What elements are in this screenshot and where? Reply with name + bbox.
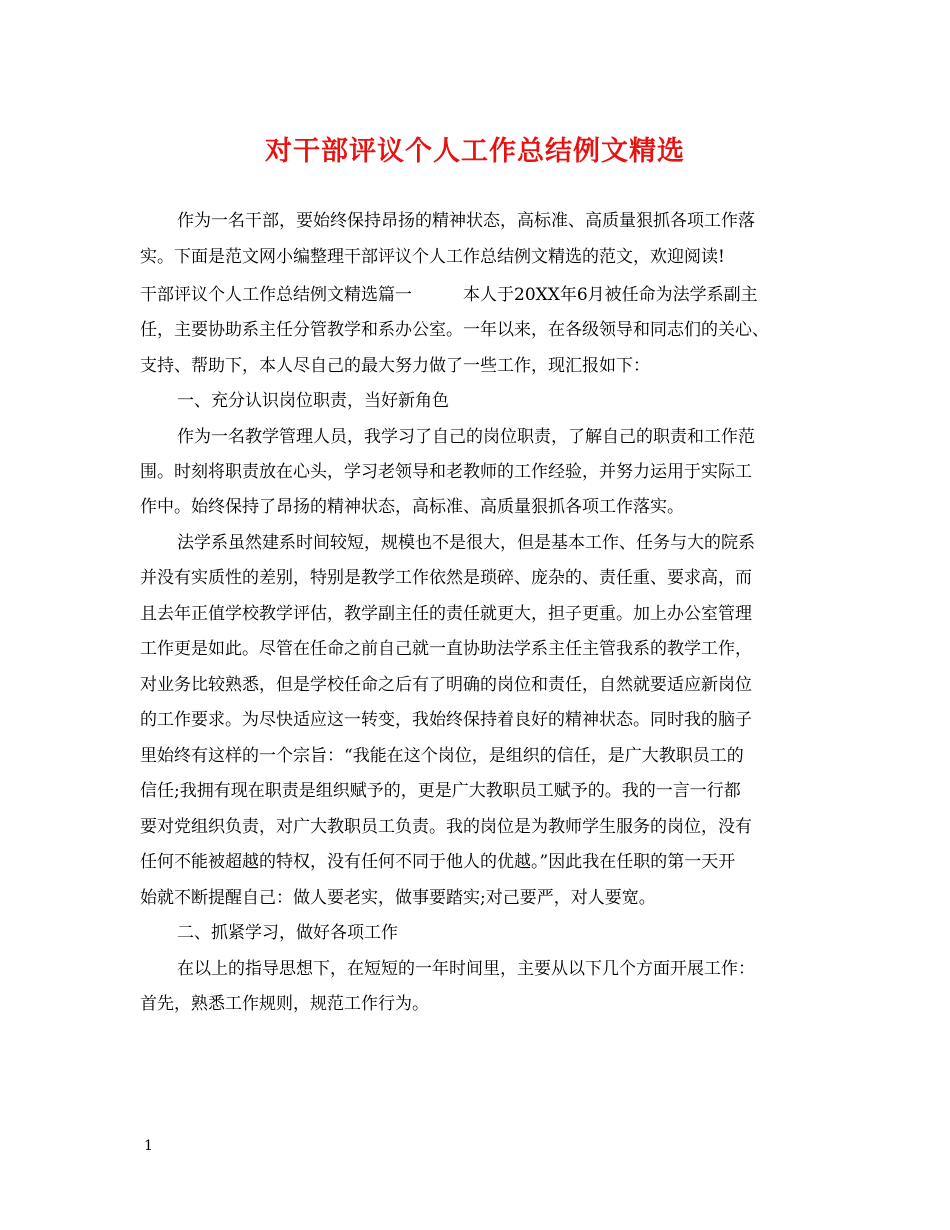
paragraph-line: 始就不断提醒自己：做人要老实，做事要踏实;对己要严，对人要宽。: [140, 888, 656, 908]
paragraph-line: 工作更是如此。尽管在任命之前自己就一直协助法学系主任主管我系的教学工作，: [140, 639, 752, 659]
page-number: 1: [144, 1138, 153, 1154]
section-heading: 一、充分认识岗位职责，当好新角色: [177, 391, 449, 411]
paragraph-line: 作中。始终保持了昂扬的精神状态，高标准、高质量狠抓各项工作落实。: [140, 497, 684, 517]
document-title: 对干部评议个人工作总结例文精选: [265, 136, 685, 167]
paragraph-line: 且去年正值学校教学评估，教学副主任的责任就更大，担子更重。加上办公室管理: [140, 604, 752, 624]
paragraph-line: 作为一名教学管理人员，我学习了自己的岗位职责，了解自己的职责和工作范: [177, 427, 755, 447]
paragraph-line: 实。下面是范文网小编整理干部评议个人工作总结例文精选的范文，欢迎阅读!: [140, 247, 725, 267]
paragraph-line: 法学系虽然建系时间较短，规模也不是很大，但是基本工作、任务与大的院系: [177, 533, 755, 553]
paragraph-line: 支持、帮助下，本人尽自己的最大努力做了一些工作，现汇报如下：: [140, 356, 650, 376]
paragraph-line: 里始终有这样的一个宗旨：“我能在这个岗位，是组织的信任，是广大教职员工的: [140, 746, 744, 766]
paragraph-line: 干部评议个人工作总结例文精选篇一 本人于20XX年6月被任命为法学系副主: [140, 285, 758, 305]
paragraph-line: 任何不能被超越的特权，没有任何不同于他人的优越。”因此我在任职的第一天开: [140, 852, 736, 872]
paragraph-line: 围。时刻将职责放在心头，学习老领导和老教师的工作经验，并努力运用于实际工: [140, 462, 752, 482]
paragraph-line: 在以上的指导思想下，在短短的一年时间里，主要从以下几个方面开展工作：: [177, 959, 755, 979]
paragraph-line: 首先，熟悉工作规则，规范工作行为。: [140, 994, 429, 1014]
paragraph-line: 要对党组织负责，对广大教职员工负责。我的岗位是为教师学生服务的岗位，没有: [140, 817, 752, 837]
paragraph-line: 作为一名干部，要始终保持昂扬的精神状态，高标准、高质量狠抓各项工作落: [177, 211, 755, 231]
section-heading: 二、抓紧学习，做好各项工作: [177, 923, 398, 943]
paragraph-line: 对业务比较熟悉，但是学校任命之后有了明确的岗位和责任，自然就要适应新岗位: [140, 675, 752, 695]
paragraph-line: 的工作要求。为尽快适应这一转变，我始终保持着良好的精神状态。同时我的脑子: [140, 710, 752, 730]
paragraph-line: 并没有实质性的差别，特别是教学工作依然是琐碎、庞杂的、责任重、要求高，而: [140, 568, 752, 588]
paragraph-line: 信任;我拥有现在职责是组织赋予的，更是广大教职员工赋予的。我的一言一行都: [140, 781, 741, 801]
paragraph-line: 任，主要协助系主任分管教学和系办公室。一年以来，在各级领导和同志们的关心、: [140, 320, 769, 340]
